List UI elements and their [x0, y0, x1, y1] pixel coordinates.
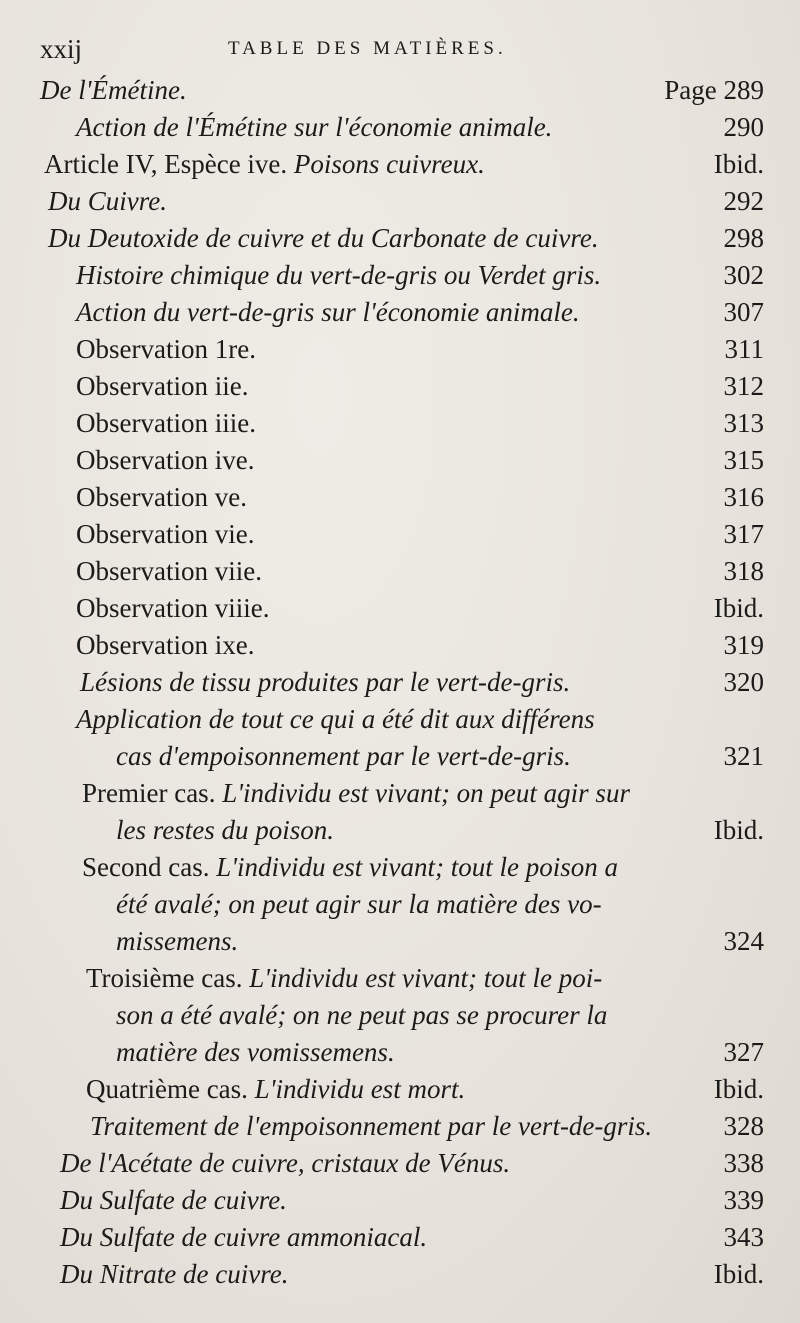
toc-line [0, 701, 800, 738]
entry-title [60, 1145, 510, 1182]
page-number: 327 [723, 1037, 764, 1067]
entry-title [116, 738, 571, 775]
entry-prefix: Quatrième cas. [86, 1074, 255, 1104]
toc-line [0, 886, 800, 923]
toc-entry[interactable] [0, 220, 800, 257]
entry-title [116, 923, 238, 960]
toc-line [0, 1145, 800, 1182]
toc-line [0, 368, 800, 405]
page-number: 316 [723, 482, 764, 512]
toc-line [0, 553, 800, 590]
page-number: 311 [724, 334, 764, 364]
entry-text: Du Sulfate de cuivre ammoniacal. [60, 1222, 428, 1252]
toc-line [0, 479, 800, 516]
entry-prefix: Article IV, Espèce ive. [44, 149, 294, 179]
toc-entry[interactable] [0, 1108, 800, 1145]
page-number: 319 [723, 630, 764, 660]
toc-entry[interactable] [0, 109, 800, 146]
toc-line [0, 1108, 800, 1145]
page-number: Ibid. [713, 149, 764, 179]
toc-line [0, 812, 800, 849]
toc-entry[interactable] [0, 1256, 800, 1293]
page-number: 302 [723, 260, 764, 290]
toc-entry[interactable] [0, 775, 800, 849]
entry-text: Observation iie. [76, 371, 249, 401]
page-number: 324 [723, 926, 764, 956]
toc-line [0, 1071, 800, 1108]
page-number: Ibid. [713, 1259, 764, 1289]
entry-title [116, 886, 602, 923]
page-number: 321 [723, 741, 764, 771]
entry-text: Observation ive. [76, 445, 255, 475]
toc-entry[interactable] [0, 553, 800, 590]
entry-text: Observation viie. [76, 556, 262, 586]
page-number: 317 [723, 519, 764, 549]
page-number: 312 [723, 371, 764, 401]
entry-text: son a été avalé; on ne peut pas se procurer la [116, 1000, 608, 1030]
entry-title [76, 701, 595, 738]
toc-line [0, 923, 800, 960]
entry-title [76, 479, 247, 516]
page-number: 292 [723, 186, 764, 216]
toc-entry[interactable] [0, 664, 800, 701]
entry-text: Poisons cuivreux. [293, 149, 485, 179]
entry-text: Observation ve. [76, 482, 247, 512]
entry-title [76, 405, 256, 442]
toc-line [0, 590, 800, 627]
toc-entry[interactable] [0, 257, 800, 294]
entry-text: Action du vert-de-gris sur l'économie animale. [76, 297, 580, 327]
toc-line [0, 220, 800, 257]
toc-entry[interactable] [0, 442, 800, 479]
page-folio: xxij [40, 34, 83, 64]
toc-line [0, 849, 800, 886]
toc-line [0, 72, 800, 109]
page-number: Page 289 [664, 75, 764, 105]
toc-line [0, 442, 800, 479]
entry-text: L'individu est mort. [254, 1074, 466, 1104]
toc-entry[interactable] [0, 405, 800, 442]
entry-title [116, 997, 607, 1034]
page-number: 290 [723, 112, 764, 142]
toc-line [0, 405, 800, 442]
entry-title [40, 72, 187, 109]
entry-title [76, 294, 580, 331]
entry-text: Du Nitrate de cuivre. [60, 1259, 289, 1289]
page-number: 313 [723, 408, 764, 438]
entry-title [90, 1108, 652, 1145]
entry-text: Lésions de tissu produites par le vert-de-gris. [80, 667, 571, 697]
entry-title [82, 849, 618, 886]
entry-title [44, 146, 485, 183]
entry-text: Action de l'Émétine sur l'économie animale. [76, 112, 553, 142]
toc-line [0, 1034, 800, 1071]
entry-title [76, 368, 248, 405]
page-number: 315 [723, 445, 764, 475]
page-number: 338 [723, 1148, 764, 1178]
toc-line [0, 294, 800, 331]
toc-line [0, 997, 800, 1034]
toc-entry[interactable] [0, 1071, 800, 1108]
entry-text: L'individu est vivant; tout le poison a [216, 852, 618, 882]
toc-line [0, 109, 800, 146]
entry-text: Observation ixe. [76, 630, 255, 660]
page-number: 298 [723, 223, 764, 253]
entry-title [76, 590, 269, 627]
entry-title [86, 960, 602, 997]
toc-entry[interactable] [0, 183, 800, 220]
toc-line [0, 738, 800, 775]
entry-title [76, 331, 256, 368]
page-number: Ibid. [713, 815, 764, 845]
entry-title [76, 257, 601, 294]
page-number: 328 [723, 1111, 764, 1141]
toc-line [0, 775, 800, 812]
toc-line [0, 664, 800, 701]
toc-entry[interactable] [0, 1145, 800, 1182]
entry-text: Observation viiie. [76, 593, 270, 623]
entry-text: Observation 1re. [76, 334, 256, 364]
entry-title [48, 220, 599, 257]
entry-text: Histoire chimique du vert-de-gris ou Verdet gris. [76, 260, 602, 290]
page-number: 320 [723, 667, 764, 697]
toc-entry[interactable] [0, 960, 800, 1071]
toc-entry[interactable] [0, 146, 800, 183]
entry-text: L'individu est vivant; on peut agir sur [222, 778, 630, 808]
entry-text: De l'Acétate de cuivre, cristaux de Vénus. [60, 1148, 511, 1178]
entry-prefix: Second cas. [82, 852, 217, 882]
entry-title [60, 1219, 427, 1256]
entry-text: missemens. [116, 926, 239, 956]
entry-title [76, 109, 552, 146]
entry-text: De l'Émétine. [40, 75, 187, 105]
entry-text: Application de tout ce qui a été dit aux différens [76, 704, 595, 734]
entry-text: les restes du poison. [116, 815, 334, 845]
entry-title [116, 812, 334, 849]
entry-prefix: Troisième cas. [86, 963, 250, 993]
toc-line [0, 516, 800, 553]
entry-title [116, 1034, 395, 1071]
entry-text: Observation vie. [76, 519, 255, 549]
page-number: 343 [723, 1222, 764, 1252]
toc-entry[interactable] [0, 627, 800, 664]
entry-title [82, 775, 630, 812]
entry-title [86, 1071, 465, 1108]
entry-title [48, 183, 167, 220]
toc-line [0, 1219, 800, 1256]
entry-title [80, 664, 570, 701]
toc-entry[interactable] [0, 368, 800, 405]
entry-text: Du Deutoxide de cuivre et du Carbonate de cuivre. [48, 223, 599, 253]
page-number: 318 [723, 556, 764, 586]
toc-line [0, 960, 800, 997]
entry-prefix: Premier cas. [82, 778, 223, 808]
page-number: Ibid. [713, 1074, 764, 1104]
entry-text: cas d'empoisonnement par le vert-de-gris. [116, 741, 571, 771]
toc-line [0, 627, 800, 664]
entry-text: Du Sulfate de cuivre. [60, 1185, 287, 1215]
toc-entry[interactable] [0, 72, 800, 109]
entry-text: Du Cuivre. [48, 186, 167, 216]
running-title: TABLE DES MATIÈRES. [228, 38, 507, 59]
entry-title [76, 442, 254, 479]
toc-entry[interactable] [0, 331, 800, 368]
entry-title [76, 516, 254, 553]
page-header [40, 28, 760, 68]
toc-entry[interactable] [0, 849, 800, 960]
toc-line [0, 331, 800, 368]
toc-line [0, 1256, 800, 1293]
toc-entry[interactable] [0, 1219, 800, 1256]
toc-entry[interactable] [0, 479, 800, 516]
entry-title [76, 553, 262, 590]
toc-line [0, 1182, 800, 1219]
toc-line [0, 183, 800, 220]
entry-title [76, 627, 254, 664]
entry-title [60, 1182, 287, 1219]
toc-entry[interactable] [0, 516, 800, 553]
page-number: 339 [723, 1185, 764, 1215]
entry-text: matière des vomissemens. [116, 1037, 395, 1067]
page-number: Ibid. [713, 593, 764, 623]
entry-text: été avalé; on peut agir sur la matière des vo- [116, 889, 602, 919]
table-of-contents [0, 72, 800, 1293]
page-number: 307 [723, 297, 764, 327]
toc-entry[interactable] [0, 294, 800, 331]
entry-text: Traitement de l'empoisonnement par le vert-de-gris. [90, 1111, 653, 1141]
toc-entry[interactable] [0, 701, 800, 775]
entry-title [60, 1256, 288, 1293]
entry-text: Observation iiie. [76, 408, 256, 438]
toc-line [0, 257, 800, 294]
toc-entry[interactable] [0, 1182, 800, 1219]
toc-entry[interactable] [0, 590, 800, 627]
entry-text: L'individu est vivant; tout le poi- [249, 963, 603, 993]
toc-line [0, 146, 800, 183]
